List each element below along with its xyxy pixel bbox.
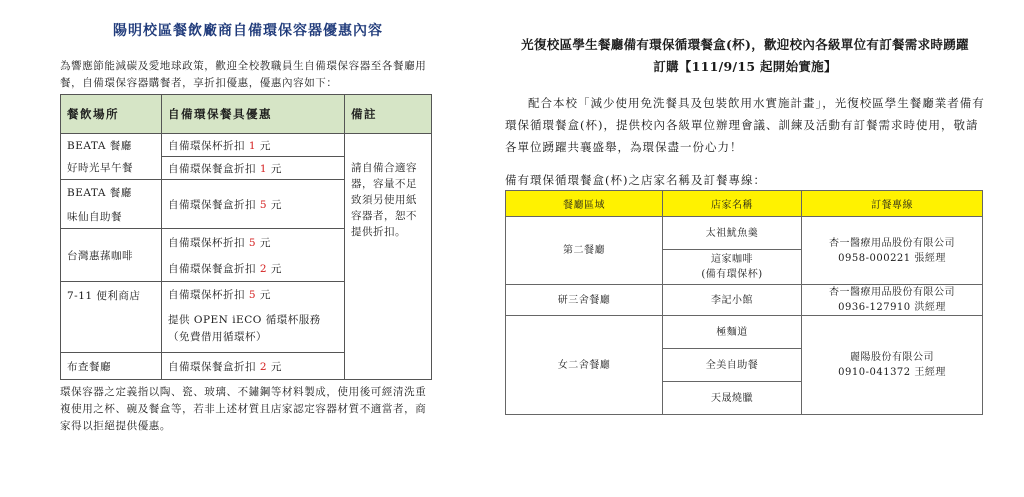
shops-header-row (506, 191, 983, 217)
note-cell: 請自備合適容器，容量不足致須另使用紙容器者，恕不提供折扣。 (345, 134, 432, 380)
place-cell: 布查餐廳 (61, 353, 162, 380)
header-place: 餐飲場所 (61, 95, 162, 134)
place-cell: 7-11 便利商店 (61, 282, 162, 353)
place-cell: BEATA 餐廳 (61, 180, 162, 205)
right-body: 配合本校「減少使用免洗餐具及包裝飲用水實施計畫」，光復校區學生餐廳業者備有環保循環餐盒(杯)，提供校內各級單位辦理會議、訓練及活動有訂餐需求時使用，敬請各單位踴躍共襄盛舉，為環保盡一份心力！ (505, 96, 985, 154)
supplier-name: 杏一醫療用品股份有限公司 (829, 237, 955, 249)
shop-cell: 李記小館 (663, 285, 802, 316)
offer-cell: 提供 OPEN iECO 循環杯服務（免費借用循環杯） (162, 306, 345, 353)
contact-cell (802, 316, 983, 415)
left-footer: 環保容器之定義指以陶、瓷、玻璃、不鏽鋼等材料製成，使用後可經清洗重複使用之杯、碗及餐盒等，若非上述材質且店家認定容器材質不適當者，商家得以拒絕提供優惠。 (60, 386, 427, 432)
left-intro: 為響應節能減碳及愛地球政策，歡迎全校教職員生自備環保容器至各餐廳用餐，自備環保容器購餐者，享折扣優惠，優惠內容如下： (60, 60, 427, 89)
shop-cell: 天晟燒臘 (663, 382, 802, 415)
right-title-line1: 光復校區學生餐廳備有環保循環餐盒(杯)，歡迎校內各級單位有訂餐需求時踴躍 (521, 37, 969, 52)
supplier-phone: 0936-127910 洪經理 (838, 302, 946, 313)
header-shop: 店家名稱 (663, 191, 802, 217)
place-cell: 味仙自助餐 (61, 204, 162, 229)
contact-cell (802, 217, 983, 285)
left-title: 陽明校區餐飲廠商自備環保容器優惠內容 (113, 23, 383, 39)
header-phone: 訂餐專線 (802, 191, 983, 217)
supplier-name: 麗陽股份有限公司 (850, 352, 934, 363)
offer-cell: 自備環保杯折扣 5 元 (162, 229, 345, 256)
offers-table (60, 94, 432, 380)
area-cell: 第二餐廳 (506, 217, 663, 285)
offer-cell: 自備環保餐盒折扣 1 元 (162, 157, 345, 180)
supplier-phone: 0958-000221 張經理 (838, 252, 946, 264)
shops-row (506, 217, 983, 250)
header-offer: 自備環保餐具優惠 (162, 95, 345, 134)
shop-cell: 極麵道 (663, 316, 802, 349)
contact-cell (802, 285, 983, 316)
shop-cell: 這家咖啡 (備有環保杯) (663, 250, 802, 285)
offer-cell: 自備環保杯折扣 5 元 (162, 282, 345, 307)
offer-cell: 自備環保餐盒折扣 5 元 (162, 180, 345, 229)
supplier-name: 杏一醫療用品股份有限公司 (829, 287, 955, 298)
header-area: 餐廳區域 (506, 191, 663, 217)
offers-row (61, 134, 432, 157)
offer-cell: 自備環保杯折扣 1 元 (162, 134, 345, 157)
header-note: 備註 (345, 95, 432, 134)
right-title-line2: 訂購【111/9/15 起開始實施】 (653, 59, 837, 74)
place-cell: BEATA 餐廳 (61, 134, 162, 157)
right-panel (505, 34, 985, 415)
left-panel (60, 14, 436, 446)
shops-table (505, 190, 983, 415)
area-cell: 研三舍餐廳 (506, 285, 663, 316)
area-cell: 女二舍餐廳 (506, 316, 663, 415)
right-subtitle: 備有環保循環餐盒(杯)之店家名稱及訂餐專線： (505, 173, 766, 187)
shop-cell: 太祖魷魚羹 (663, 217, 802, 250)
shop-cell: 全美自助餐 (663, 349, 802, 382)
place-cell: 台灣惠蓀咖啡 (61, 229, 162, 282)
place-cell: 好時光早午餐 (61, 157, 162, 180)
offer-cell: 自備環保餐盒折扣 2 元 (162, 353, 345, 380)
shops-row (506, 285, 983, 316)
shops-row (506, 316, 983, 349)
offers-header-row (61, 95, 432, 134)
offer-cell: 自備環保餐盒折扣 2 元 (162, 255, 345, 282)
supplier-phone: 0910-041372 王經理 (838, 367, 946, 378)
